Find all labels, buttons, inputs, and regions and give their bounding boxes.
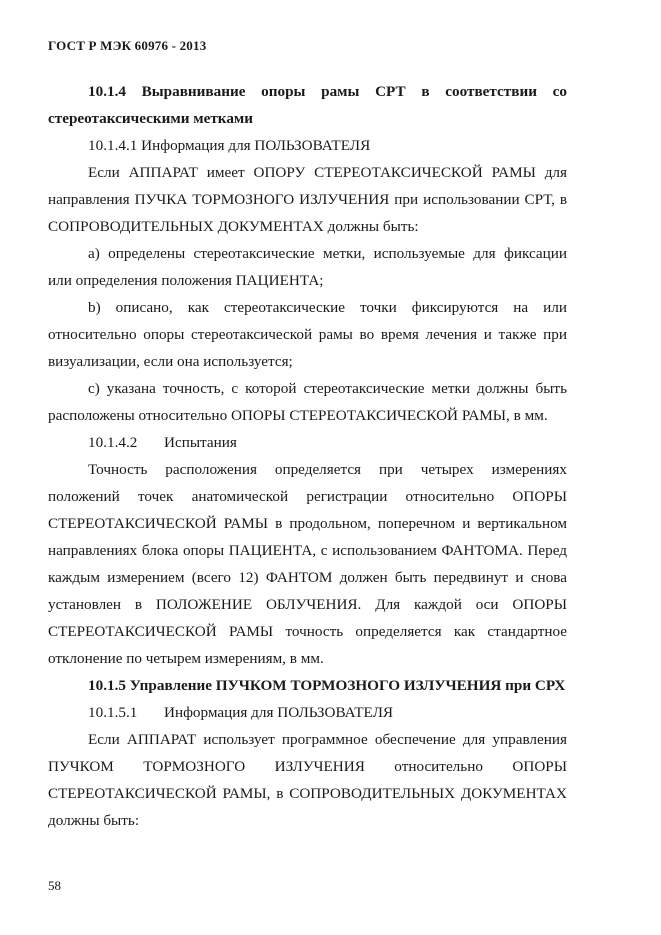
list-item-c: с) указана точность, с которой стереотаксические метки должны быть расположены относительно ОПОРЫ СТЕРЕОТАКСИЧЕСКОЙ РАМЫ, в мм. xyxy=(48,380,567,424)
subsection-heading-10-1-4-2 xyxy=(48,429,567,456)
subsection-heading-10-1-4-1: 10.1.4.1 Информация для ПОЛЬЗОВАТЕЛЯ xyxy=(88,137,371,154)
paragraph-intro-10-1-5: Если АППАРАТ использует программное обеспечение для управления ПУЧКОМ ТОРМОЗНОГО ИЗЛУЧЕНИЯ относительно ОПОРЫ СТЕРЕОТАКСИЧЕСКОЙ РАМЫ, в СОПРОВОДИТЕЛЬНЫХ ДОКУМЕНТАХ должны быть: xyxy=(48,731,567,829)
paragraph-intro-10-1-4: Если АППАРАТ имеет ОПОРУ СТЕРЕОТАКСИЧЕСКОЙ РАМЫ для направления ПУЧКА ТОРМОЗНОГО ИЗЛУЧЕНИЯ при использовании СРТ, в СОПРОВОДИТЕЛЬНЫХ ДОКУМЕНТАХ должны быть: xyxy=(48,164,567,235)
paragraph-tests: Точность расположения определяется при четырех измерениях положений точек анатомической регистрации относительно ОПОРЫ СТЕРЕОТАКСИЧЕСКОЙ РАМЫ в продольном, поперечном и вертикальном направлениях блока опоры ПАЦИЕНТА, с использованием ФАНТОМА. Перед каждым измерением (всего 12) ФАНТОМ должен быть передвинут и снова установлен в ПОЛОЖЕНИЕ ОБЛУЧЕНИЯ. Для каждой оси ОПОРЫ СТЕРЕОТАКСИЧЕСКОЙ РАМЫ точность определяется как стандартное отклонение по четырем измерениям, в мм. xyxy=(48,461,567,667)
subsection-heading-10-1-5-1 xyxy=(48,699,567,726)
page-number: 58 xyxy=(48,878,61,893)
list-item-a: а) определены стереотаксические метки, используемые для фиксации или определения положения ПАЦИЕНТА; xyxy=(48,245,567,289)
list-item-b: b) описано, как стереотаксические точки фиксируются на или относительно опоры стереотаксической рамы во время лечения и также при визуализации, если она используется; xyxy=(48,299,567,370)
subsection-title: Испытания xyxy=(164,434,237,451)
section-heading-10-1-4: 10.1.4 Выравнивание опоры рамы СРТ в соответствии со стереотаксическими метками xyxy=(48,83,567,127)
standard-header: ГОСТ Р МЭК 60976 - 2013 xyxy=(48,38,207,53)
subsection-number: 10.1.4.2 xyxy=(88,434,138,451)
subsection-number: 10.1.5.1 xyxy=(88,704,138,721)
page-content xyxy=(48,78,567,834)
section-heading-10-1-5: 10.1.5 Управление ПУЧКОМ ТОРМОЗНОГО ИЗЛУЧЕНИЯ при СРХ xyxy=(88,677,566,694)
subsection-title: Информация для ПОЛЬЗОВАТЕЛЯ xyxy=(164,704,394,721)
